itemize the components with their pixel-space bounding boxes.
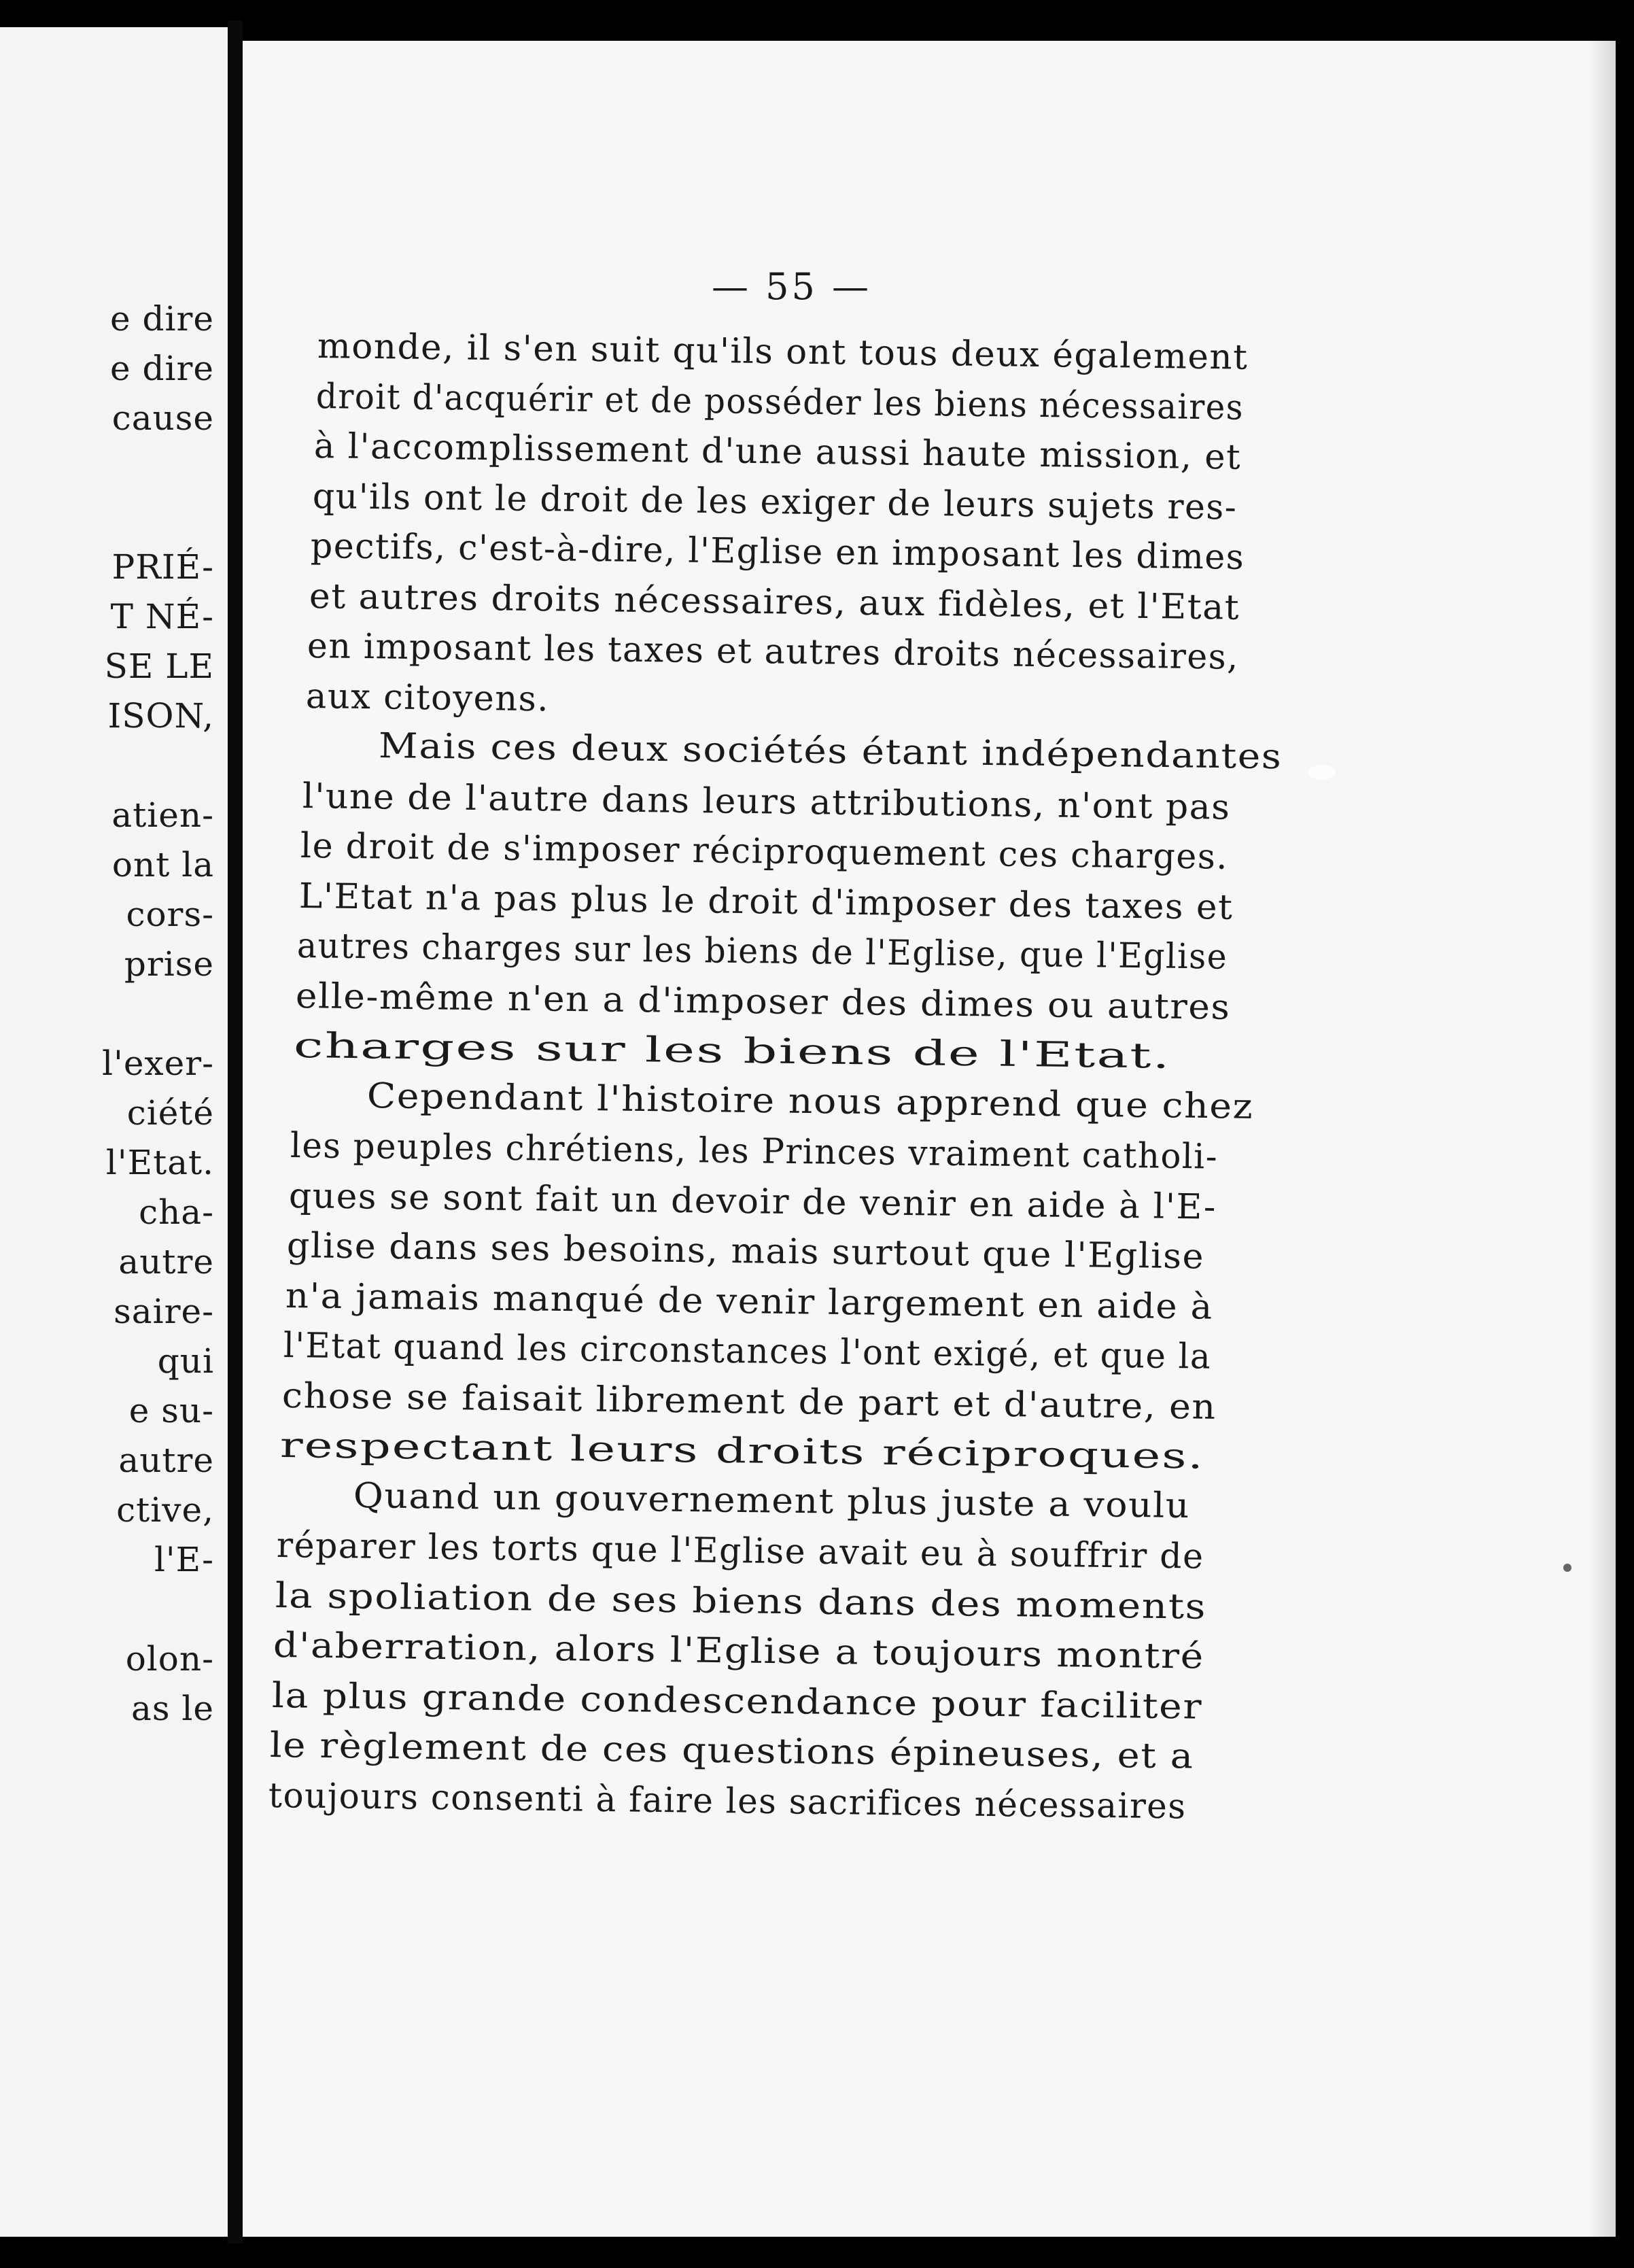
body-text-line: L'Etat n'a pas plus le droit d'imposer des taxes et xyxy=(298,876,1234,928)
left-page-line: ont la xyxy=(111,845,214,884)
left-page-line: autre xyxy=(118,1441,214,1480)
left-page-line: e dire xyxy=(110,299,214,339)
body-text-line: à l'accomplissement d'une aussi haute mission, et xyxy=(313,426,1242,478)
body-text-line: la spoliation de ses biens dans des moments xyxy=(275,1575,1207,1628)
left-page-line: ISON, xyxy=(107,696,214,736)
body-text-line: en imposant les taxes et autres droits nécessaires, xyxy=(307,626,1240,678)
body-text-line: chose se faisait librement de part et d'autre, en xyxy=(281,1375,1217,1428)
body-text-line: réparer les torts que l'Eglise avait eu à souffrir de xyxy=(276,1526,1204,1577)
left-page-line: T NÉ- xyxy=(110,597,214,636)
body-text-line: monde, il s'en suit qu'ils ont tous deux également xyxy=(317,326,1249,378)
left-page-line: l'Etat. xyxy=(105,1143,214,1182)
left-page-line: atien- xyxy=(111,795,214,835)
body-text-line: toujours consenti à faire les sacrifices nécessaires xyxy=(268,1775,1187,1827)
body-text-line: n'a jamais manqué de venir largement en aide à xyxy=(285,1275,1214,1328)
left-page-line: cors- xyxy=(126,895,214,934)
body-text-line: d'aberration, alors l'Eglise a toujours montré xyxy=(273,1626,1205,1677)
paragraph-first-line: Quand un gouvernement plus juste a voulu xyxy=(353,1475,1191,1526)
left-page-line: SE LE xyxy=(104,647,214,686)
left-page-line: e su- xyxy=(128,1391,214,1430)
scan-speck xyxy=(1563,1564,1571,1572)
left-page-line: saire- xyxy=(114,1292,214,1331)
body-text-line: aux citoyens. xyxy=(305,676,550,719)
page-edge-shadow xyxy=(1588,41,1616,2237)
left-page-line: autre xyxy=(118,1242,214,1282)
left-page-line: PRIÉ- xyxy=(111,547,214,587)
left-page-line: cha- xyxy=(139,1192,214,1232)
body-text-line: glise dans ses besoins, mais surtout que l'Eglise xyxy=(286,1226,1205,1277)
paragraph-first-line: Cependant l'histoire nous apprend que chez xyxy=(366,1076,1254,1127)
left-page-line: as le xyxy=(131,1689,214,1728)
body-text-line: l'une de l'autre dans leurs attributions, n'ont pas xyxy=(302,776,1231,828)
body-text-line: ques se sont fait un devoir de venir en aide à l'E- xyxy=(288,1175,1217,1228)
scan-speck xyxy=(1308,765,1336,780)
page-number: — 55 — xyxy=(712,265,872,308)
right-page xyxy=(243,41,1616,2237)
body-text-line: qu'ils ont le droit de les exiger de leurs sujets res- xyxy=(312,476,1238,528)
left-page-line: cause xyxy=(111,398,214,438)
left-page-line: l'E- xyxy=(154,1540,214,1579)
body-text-line: la plus grande condescendance pour faciliter xyxy=(271,1675,1203,1728)
body-text-line: charges sur les biens de l'Etat. xyxy=(293,1026,1172,1077)
body-text-line: les peuples chrétiens, les Princes vraiment catholi- xyxy=(290,1126,1219,1178)
body-text-line: autres charges sur les biens de l'Eglise, que l'Eglise xyxy=(296,926,1228,978)
left-page-line: e dire xyxy=(110,349,214,388)
left-page-line: olon- xyxy=(125,1639,214,1679)
left-page-fragment xyxy=(0,27,228,2237)
body-text-line: le règlement de ces questions épineuses, et a xyxy=(269,1725,1194,1777)
body-text-line: le droit de s'imposer réciproquement ces charges. xyxy=(300,826,1229,878)
body-text-line: elle-même n'en a d'imposer des dimes ou autres xyxy=(295,976,1231,1028)
page-gutter xyxy=(228,20,243,2244)
left-page-line: prise xyxy=(124,944,214,984)
body-text-line: pectifs, c'est-à-dire, l'Eglise en imposant les dimes xyxy=(310,526,1245,578)
left-page-line: ciété xyxy=(126,1093,214,1133)
paragraph-first-line: Mais ces deux sociétés étant indépendantes xyxy=(378,726,1283,778)
body-text-line: et autres droits nécessaires, aux fidèles, et l'Etat xyxy=(309,576,1240,628)
left-page-line: qui xyxy=(157,1341,214,1381)
left-page-line: ctive, xyxy=(116,1490,214,1530)
left-page-line: l'exer- xyxy=(102,1044,214,1083)
body-text-line: respectant leurs droits réciproques. xyxy=(279,1426,1205,1477)
body-text-line: droit d'acquérir et de posséder les biens nécessaires xyxy=(315,376,1245,428)
body-text-line: l'Etat quand les circonstances l'ont exigé, et que la xyxy=(283,1326,1212,1377)
